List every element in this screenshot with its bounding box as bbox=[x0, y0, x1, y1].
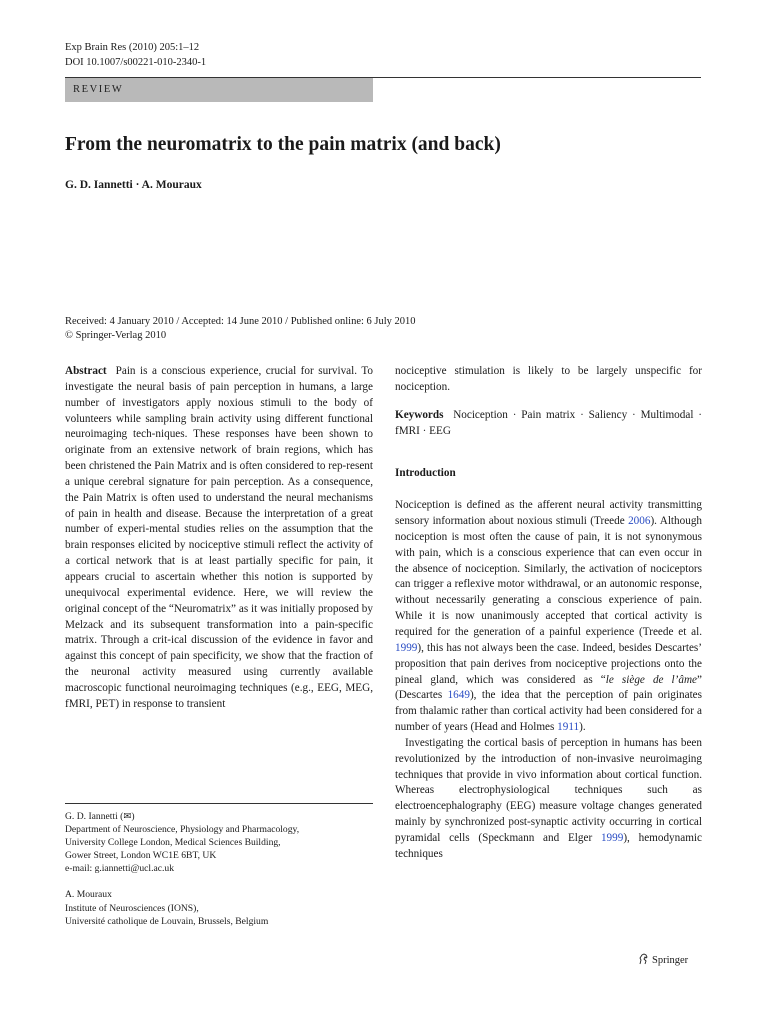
keywords-text: Nociception · Pain matrix · Saliency · Multimodal · fMRI · EEG bbox=[395, 408, 702, 437]
intro-p1-text-a: Nociception is defined as the afferent neural activity transmitting sensory information about noxious stimuli (Treede bbox=[395, 499, 702, 528]
section-label: REVIEW bbox=[65, 78, 373, 102]
intro-p1-text-f: ). bbox=[579, 721, 586, 734]
introduction-heading: Introduction bbox=[395, 467, 456, 480]
intro-paragraph-2 bbox=[395, 736, 702, 863]
abstract-heading: Abstract bbox=[65, 365, 107, 377]
author2-affiliation-2: Université catholique de Louvain, Brussels, Belgium bbox=[65, 915, 269, 927]
springer-horse-icon bbox=[638, 953, 649, 968]
publisher-footer bbox=[638, 953, 688, 968]
article-dates bbox=[65, 315, 416, 343]
author1-email[interactable]: e-mail: g.iannetti@ucl.ac.uk bbox=[65, 863, 174, 875]
citation-link[interactable]: 1999 bbox=[600, 831, 624, 844]
copyright: © Springer-Verlag 2010 bbox=[65, 330, 167, 341]
intro-p2-text-a: Investigating the cortical basis of perception in humans has been revolutionized by the introduction of non-invasive neuroimaging techniques that provide in vivo information about cortical function. Whereas electrophysiological techniques such as electroencephalography (EEG) measure voltage changes generated mainly by synchronized post-synaptic activity occurring in cortical pyramidal cells (Speckmann and Elger bbox=[395, 736, 702, 844]
abstract-text: Pain is a conscious experience, crucial for survival. To investigate the neural basis of pain perception in humans, a large number of investigators apply noxious stimuli to the body of volunteers while sampling brain activity using different functional neuroimaging tech-niques. These responses have been shown to originate from an extensive network of brain regions, which has been christened the Pain Matrix and is often considered to rep-resent a unique cerebral signature for pain perception. As a consequence, the Pain Matrix is often used to understand the neural mechanisms of pain in health and disease. Because the interpretation of a great number of experi-mental studies relies on the assumption that the brain responses elicited by nociceptive stimuli reflect the activity of a cortical network that is at least partially specific for pain, it appears crucial to ascertain whether this notion is supported by unequivocal experimental evidence. Here, we will review the original concept of the “Neuromatrix” as it was initially proposed by Melzack and its subsequent transformation into a pain-specific matrix. Through a crit-ical discussion of the evidence in favor and against this concept of pain specificity, we show that the fraction of the neuronal activity measured using currently available macroscopic functional neuroimaging techniques (e.g., EEG, MEG, fMRI, PET) in response to transient bbox=[65, 365, 373, 710]
publication-dates: Received: 4 January 2010 / Accepted: 14 June 2010 / Published online: 6 July 2010 bbox=[65, 316, 416, 327]
author1-affiliation-3: Gower Street, London WC1E 6BT, UK bbox=[65, 850, 217, 862]
abstract bbox=[65, 364, 373, 713]
citation-link[interactable]: 1999 bbox=[395, 641, 418, 654]
keywords bbox=[395, 408, 702, 440]
footnote-rule bbox=[65, 803, 373, 804]
intro-p1-text-e: ), the idea that the perception of pain originates from thalamic rather than cortical activity had been considered for a number of years (Head and Holmes bbox=[395, 689, 702, 734]
journal-info bbox=[65, 40, 206, 70]
citation-link[interactable]: 2006 bbox=[628, 515, 651, 528]
article-authors: G. D. Iannetti · A. Mouraux bbox=[65, 179, 202, 191]
author2-name: A. Mouraux bbox=[65, 889, 112, 901]
journal-citation: Exp Brain Res (2010) 205:1–12 bbox=[65, 42, 200, 53]
author2-affiliation-1: Institute of Neurosciences (IONS), bbox=[65, 902, 199, 914]
intro-p1-quote: le siège de l’âme bbox=[605, 673, 698, 686]
intro-p2-text-b: ), hemodynamic techniques bbox=[395, 831, 702, 860]
keywords-heading: Keywords bbox=[395, 408, 444, 421]
right-column bbox=[395, 364, 702, 863]
article-title: From the neuromatrix to the pain matrix (and back) bbox=[65, 134, 501, 155]
author-footnote bbox=[65, 810, 373, 928]
author1-name: G. D. Iannetti (✉) bbox=[65, 811, 135, 822]
citation-link[interactable]: 1649 bbox=[447, 689, 470, 702]
abstract-continuation: nociceptive stimulation is likely to be largely unspecific for nociception. bbox=[395, 365, 702, 393]
author1-affiliation-1: Department of Neuroscience, Physiology and Pharmacology, bbox=[65, 824, 300, 836]
intro-paragraph-1 bbox=[395, 498, 702, 736]
citation-link[interactable]: 1911 bbox=[557, 721, 580, 734]
intro-p1-text-d: ” (Descartes bbox=[395, 673, 702, 702]
author1-affiliation-2: University College London, Medical Sciences Building, bbox=[65, 837, 281, 849]
intro-p1-text-c: ), this has not always been the case. Indeed, besides Descartes’ proposition that pain derives from nociceptive projections onto the pineal gland, which was considered as “ bbox=[395, 641, 702, 686]
publisher-name: Springer bbox=[652, 955, 689, 966]
left-column bbox=[65, 364, 373, 713]
intro-p1-text-b: ). Although nociception is most often the cause of pain, it is not synonymous with pain, which is a conscious experience that can even occur in the absence of nociception. Similarly, the activation of nociceptors can trigger a reflexive motor withdrawal, or an autonomic response, without necessarily generating a conscious experience of pain. While it is now unanimously accepted that cortical activity is required for the generation of a painful experience (Treede et al. bbox=[395, 515, 703, 638]
doi: DOI 10.1007/s00221-010-2340-1 bbox=[65, 57, 207, 68]
